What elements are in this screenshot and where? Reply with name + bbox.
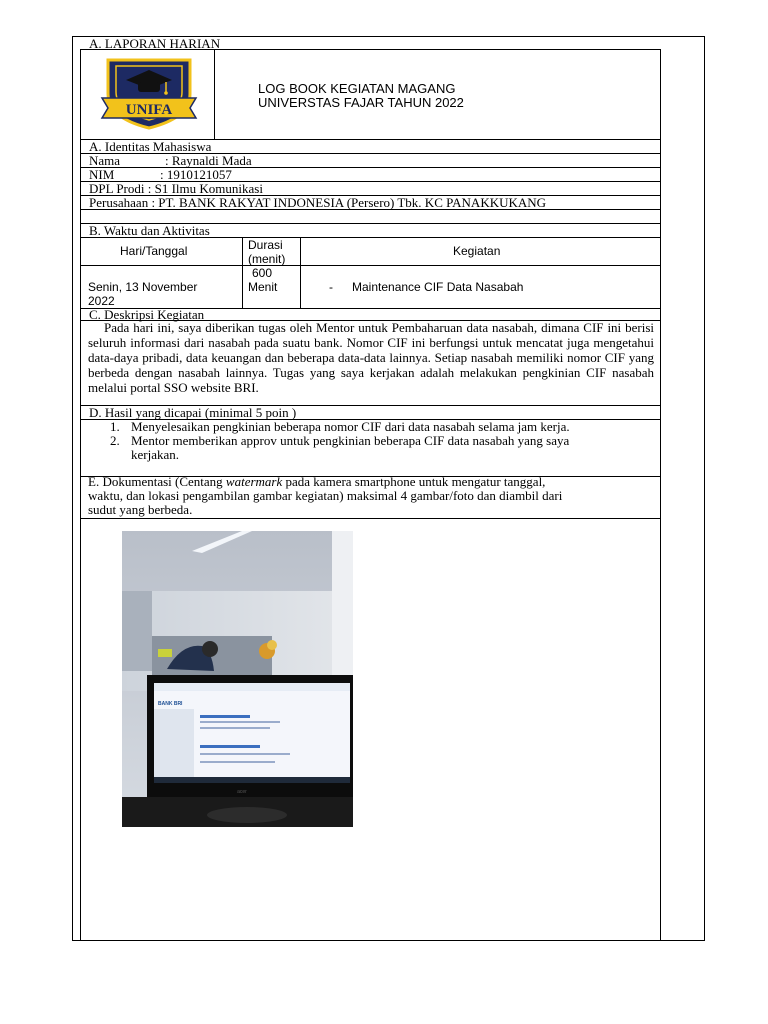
col-divider bbox=[300, 237, 301, 309]
col-header-activity: Kegiatan bbox=[453, 244, 501, 258]
nim-label: NIM bbox=[89, 167, 115, 182]
result-item-1: Menyelesaikan pengkinian beberapa nomor CIF dari data nasabah selama jam kerja. bbox=[131, 419, 570, 434]
section-title: A. LAPORAN HARIAN bbox=[89, 36, 221, 51]
results-heading: D. Hasil yang dicapai (minimal 5 poin ) bbox=[89, 405, 297, 420]
name-label: Nama bbox=[89, 153, 121, 168]
result-num-1: 1. bbox=[110, 419, 120, 434]
documentation-line1: E. Dokumentasi (Centang watermark pada kamera smartphone untuk mengatur tanggal, bbox=[88, 474, 546, 489]
rule bbox=[80, 518, 660, 519]
rule bbox=[80, 237, 660, 238]
row-activity: Maintenance CIF Data Nasabah bbox=[352, 280, 524, 294]
header-title-line1: LOG BOOK KEGIATAN MAGANG bbox=[258, 81, 456, 96]
row-duration-unit: Menit bbox=[248, 280, 278, 294]
identity-heading: A. Identitas Mahasiswa bbox=[89, 139, 212, 154]
result-item-2-cont: kerjakan. bbox=[131, 447, 180, 462]
description-text: Pada hari ini, saya diberikan tugas oleh Mentor untuk Pembaharuan data nasabah, dimana CIF ini berisi seluruh informasi dari nasabah pada suatu bank. Nomor CIF ini berfungsi untuk mencatat juga mengetahui data-daya pribadi, data keuangan dan beberapa data-data lainnya. Setiap nasabah memiliki nomor CIF yang berbeda dengan nasabah lainnya. Tugas yang saya kerjakan adalah melakukan pengkinian CIF nasabah melalui portal SSO website BRI. bbox=[88, 320, 654, 395]
row-date-line1: Senin, 13 November bbox=[88, 280, 198, 294]
inner-right-border bbox=[660, 49, 661, 941]
dpl-prodi: DPL Prodi : S1 Ilmu Komunikasi bbox=[89, 181, 263, 196]
bank-name-text: BANK BRI bbox=[158, 701, 183, 707]
name-value: : Raynaldi Mada bbox=[165, 153, 252, 168]
col-header-date: Hari/Tanggal bbox=[120, 244, 188, 258]
row-date-line2: 2022 bbox=[88, 294, 115, 308]
office-photo bbox=[122, 531, 353, 827]
monitor-brand-text: acer bbox=[237, 789, 247, 795]
row-duration-value: 600 bbox=[252, 266, 273, 280]
col-divider bbox=[242, 237, 243, 309]
inner-left-border bbox=[80, 49, 81, 941]
result-item-2: Mentor memberikan approv untuk pengkinian beberapa CIF data nasabah yang saya bbox=[131, 433, 570, 448]
header-title-line2: UNIVERSTAS FAJAR TAHUN 2022 bbox=[258, 95, 464, 110]
activity-photo bbox=[122, 531, 353, 827]
row-bullet-dash: - bbox=[329, 280, 333, 294]
documentation-line3: sudut yang berbeda. bbox=[88, 502, 193, 517]
unifa-logo bbox=[100, 56, 198, 130]
unifa-shield-icon bbox=[100, 56, 198, 130]
rule bbox=[80, 49, 660, 50]
result-num-2: 2. bbox=[110, 433, 120, 448]
company: Perusahaan : PT. BANK RAKYAT INDONESIA (Persero) Tbk. KC PANAKKUKANG bbox=[89, 195, 547, 210]
header-divider bbox=[214, 49, 215, 139]
logo-text: UNIFA bbox=[125, 102, 173, 118]
rule bbox=[80, 265, 660, 266]
description-heading: C. Deskripsi Kegiatan bbox=[89, 307, 205, 322]
rule bbox=[80, 209, 660, 210]
documentation-line2: waktu, dan lokasi pengambilan gambar kegiatan) maksimal 4 gambar/foto dan diambil dari bbox=[88, 488, 563, 503]
activities-heading: B. Waktu dan Aktivitas bbox=[89, 223, 210, 238]
col-header-duration-unit: (menit) bbox=[248, 252, 286, 266]
nim-value: : 1910121057 bbox=[160, 167, 232, 182]
col-header-duration: Durasi bbox=[248, 238, 283, 252]
